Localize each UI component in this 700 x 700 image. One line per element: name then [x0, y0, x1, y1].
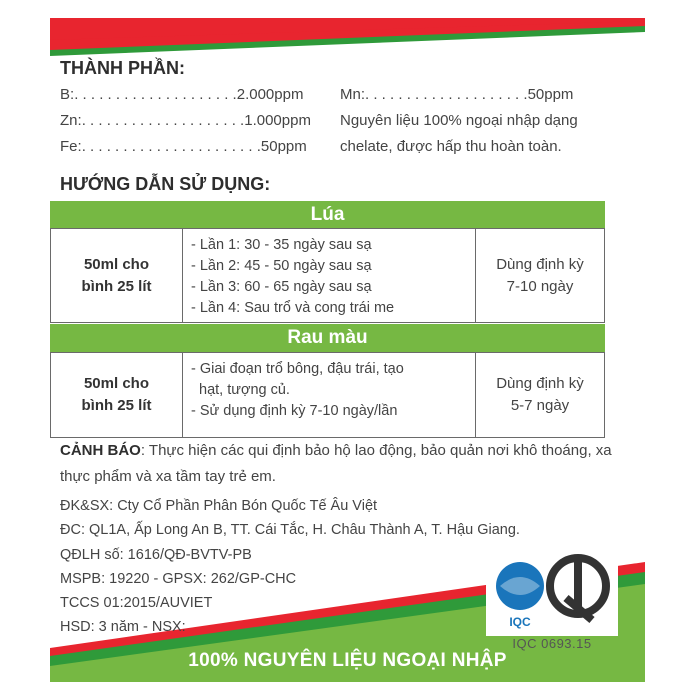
warning-label: CẢNH BÁO	[60, 442, 141, 459]
iqc-logo-icon	[486, 548, 618, 636]
dose-cell: 50ml cho bình 25 lít	[51, 353, 183, 437]
dose-cell: 50ml cho bình 25 lít	[51, 229, 183, 322]
ingredient-zn: Zn:. . . . . . . . . . . . . . . . . . . .1.000ppm	[60, 112, 311, 129]
frequency-cell: Dùng định kỳ 7-10 ngày	[496, 255, 584, 295]
license-line: MSPB: 19220 - GPSX: 262/GP-CHC	[60, 571, 297, 587]
steps-cell	[183, 353, 476, 437]
composition-note: Nguyên liệu 100% ngoại nhập dạng chelate, được hấp thu hoàn toàn.	[340, 112, 578, 155]
step-item: - Sử dụng định kỳ 7-10 ngày/lần	[191, 403, 398, 419]
steps-cell	[183, 229, 476, 322]
ingredient-mn: Mn:. . . . . . . . . . . . . . . . . . . .50ppm	[340, 86, 574, 103]
crop-header-vegetables: Rau màu	[50, 324, 605, 352]
usage-row-rice	[50, 228, 605, 323]
expiry-line: HSD: 3 năm - NSX:	[60, 619, 186, 635]
standard-line: TCCS 01:2015/AUVIET	[60, 595, 213, 611]
iqc-code: IQC 0693.15	[512, 636, 592, 651]
iqc-logo-text: IQC	[509, 615, 531, 629]
frequency-cell: Dùng định kỳ 5-7 ngày	[496, 375, 584, 414]
usage-title: HƯỚNG DẪN SỬ DỤNG:	[60, 174, 271, 194]
usage-row-vegetables	[50, 352, 605, 438]
company-line: ĐK&SX: Cty Cổ Phần Phân Bón Quốc Tế Âu Việt	[60, 498, 378, 514]
product-label	[50, 18, 645, 682]
warning-text: CẢNH BÁO: Thực hiện các qui định bảo hộ lao động, bảo quản nơi khô thoáng, xa thực phẩm và xa tầm tay trẻ em.	[60, 442, 612, 485]
step-item: hạt, tượng củ.	[199, 382, 290, 398]
iqc-certification	[486, 548, 618, 658]
slogan: 100% NGUYÊN LIỆU NGOẠI NHẬP	[188, 650, 507, 671]
address-line: ĐC: QL1A, Ấp Long An B, TT. Cái Tắc, H. Châu Thành A, T. Hậu Giang.	[60, 522, 520, 538]
ingredient-b: B:. . . . . . . . . . . . . . . . . . . .2.000ppm	[60, 86, 304, 103]
step-item: - Lần 3: 60 - 65 ngày sau sạ	[191, 279, 372, 295]
step-item: - Lần 1: 30 - 35 ngày sau sạ	[191, 237, 372, 253]
step-item: - Lần 2: 45 - 50 ngày sau sạ	[191, 258, 372, 274]
step-item: - Lần 4: Sau trổ và cong trái me	[191, 300, 395, 316]
step-item: - Giai đoạn trổ bông, đậu trái, tạo	[191, 361, 404, 377]
decision-line: QĐLH số: 1616/QĐ-BVTV-PB	[60, 547, 252, 563]
crop-header-rice: Lúa	[50, 201, 605, 228]
top-ribbon	[50, 18, 645, 63]
composition-title: THÀNH PHẦN:	[60, 58, 185, 78]
ingredient-fe: Fe:. . . . . . . . . . . . . . . . . . . . . .50ppm	[60, 138, 307, 155]
